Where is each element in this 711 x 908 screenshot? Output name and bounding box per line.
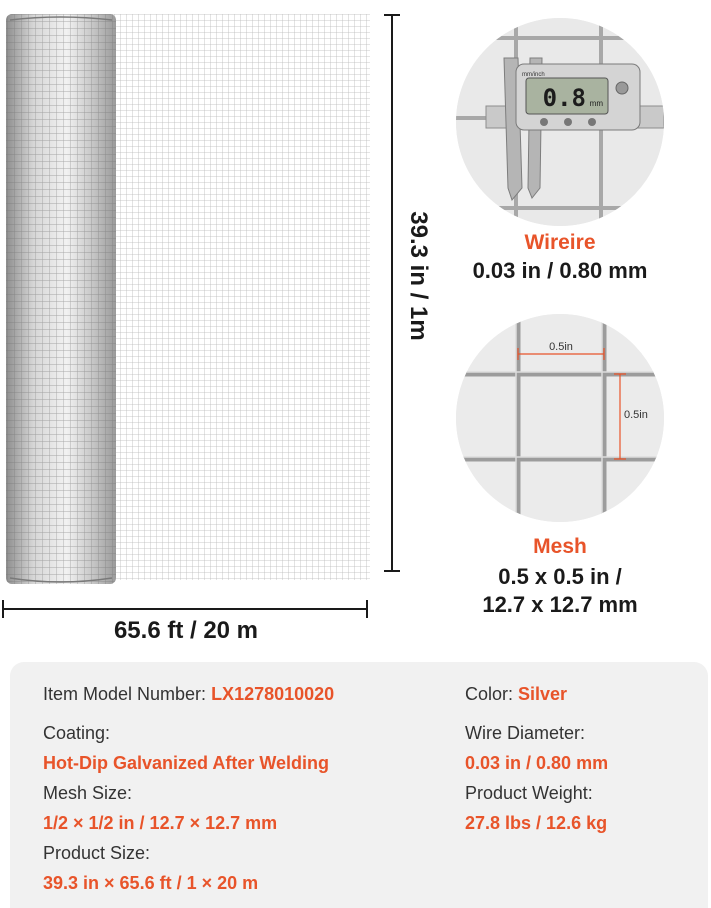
spec-product-size (43, 841, 258, 895)
mesh-feature-title: Mesh (533, 535, 587, 558)
spec-color (465, 682, 567, 706)
width-label: 65.6 ft / 20 m (113, 617, 259, 644)
mesh-roll-svg (0, 14, 372, 584)
mesh-roll-image (0, 14, 372, 584)
spec-model-value: LX1278010020 (211, 684, 335, 704)
caliper-brand-text: mm/inch (522, 72, 545, 78)
specification-panel (10, 662, 708, 908)
height-label: 39.3 in / 1m (405, 211, 432, 341)
spec-color-value: Silver (518, 684, 568, 704)
mesh-horizontal-dimension: 0.5in (549, 341, 573, 353)
spec-weight-value: 27.8 lbs / 12.6 kg (465, 813, 608, 833)
spec-coating-value: Hot-Dip Galvanized After Welding (43, 753, 330, 773)
wire-feature-title: Wireire (524, 231, 596, 254)
height-dimension-line (380, 14, 404, 572)
mesh-feature-value-line2: 12.7 x 12.7 mm (482, 592, 638, 617)
spec-wire-diameter-label: Wire Diameter: (465, 723, 586, 743)
mesh-feature-value-line1: 0.5 x 0.5 in / (498, 564, 622, 589)
wire-feature-value: 0.03 in / 0.80 mm (472, 258, 648, 283)
caliper-reading-text: 0.8 (542, 84, 586, 112)
caliper-detail-image (456, 18, 664, 226)
spec-mesh-size-value: 1/2 × 1/2 in / 12.7 × 12.7 mm (43, 813, 278, 833)
spec-product-size-value: 39.3 in × 65.6 ft / 1 × 20 m (43, 873, 259, 893)
spec-wire-diameter (465, 721, 608, 775)
spec-weight (465, 781, 607, 835)
spec-mesh-size-label: Mesh Size: (43, 783, 133, 803)
spec-model-label: Item Model Number: (43, 684, 212, 704)
spec-weight-label: Product Weight: (465, 783, 593, 803)
spec-coating-label: Coating: (43, 723, 111, 743)
mesh-detail-image (456, 314, 664, 522)
caliper-unit-text: mm (589, 99, 603, 108)
spec-wire-diameter-value: 0.03 in / 0.80 mm (465, 753, 609, 773)
mesh-vertical-dimension: 0.5in (624, 409, 648, 421)
spec-coating (43, 721, 329, 775)
spec-mesh-size (43, 781, 277, 835)
flat-mesh-sheet (112, 14, 370, 580)
spec-model (43, 682, 334, 706)
spec-color-label: Color: (465, 684, 519, 704)
spec-product-size-label: Product Size: (43, 843, 151, 863)
